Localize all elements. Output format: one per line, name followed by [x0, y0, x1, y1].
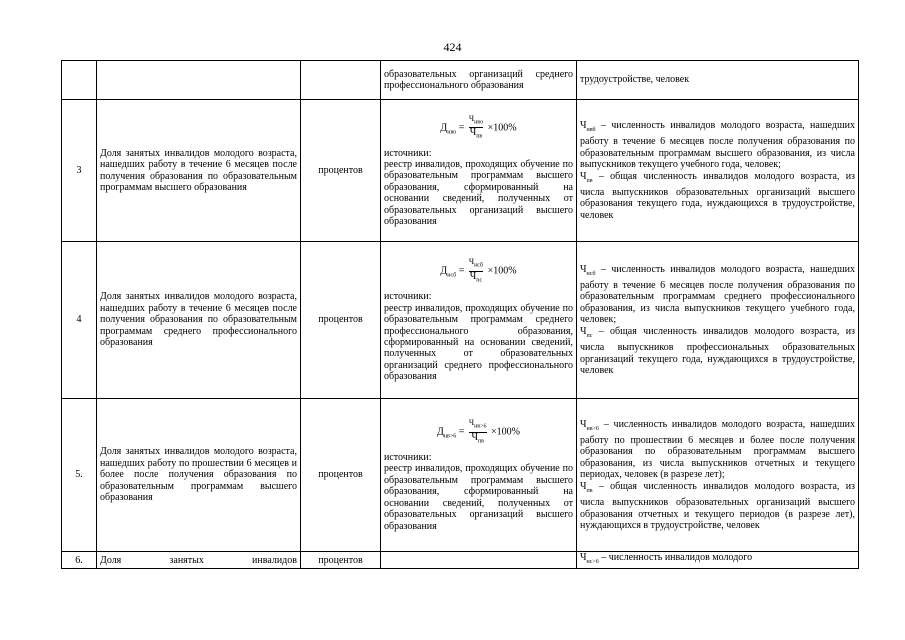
row-number: 6. — [62, 552, 97, 569]
symbol-sub: нв>6 — [586, 425, 599, 432]
symbol-sub: нвб — [586, 126, 596, 133]
indicator-name: Доля занятых инвалидов молодого возраста, нашедших работу в течение 6 месяцев после получения образования по образовательным программам среднего профессионального образования — [97, 242, 301, 399]
formula-denominator: Ч — [471, 431, 478, 443]
formula-denominator-sub: пв — [476, 133, 483, 140]
indicators-table — [61, 60, 859, 569]
symbol-letter: Ч — [580, 552, 587, 563]
definition-symbol — [580, 326, 592, 337]
formula-fraction — [469, 114, 483, 142]
symbol-letter: Ч — [580, 119, 587, 131]
formula-lhs-sub: нсб — [447, 272, 457, 279]
formula-denominator-sub: пс — [476, 277, 483, 284]
definition-text: – численность инвалидов молодого возраста, нашедших работу по прошествии 6 месяцев и более после получения образования по образовательным программам высшего образования, из числа выпускников отчетных и текущего периодах, человек (в разрезе лет); — [580, 418, 855, 481]
formula-fraction — [469, 257, 483, 285]
definition-symbol — [580, 171, 593, 182]
definition-symbol — [580, 120, 596, 131]
unit-cell — [301, 61, 381, 100]
symbol-sub: нс>6 — [586, 559, 599, 565]
symbol-letter: Ч — [580, 325, 587, 337]
formula-lhs: Д — [440, 265, 448, 277]
formula-denominator: Ч — [469, 127, 477, 139]
row-number: 5. — [62, 399, 97, 552]
definitions-cell — [577, 242, 859, 399]
formula-lhs: Д — [440, 121, 448, 133]
formula-lhs-sub: нв>6 — [443, 433, 457, 440]
unit-of-measure: процентов — [301, 242, 381, 399]
symbol-letter: Ч — [580, 263, 587, 275]
calculation-method — [381, 100, 577, 242]
symbol-sub: пв — [586, 487, 593, 494]
indicator-name: Доля занятых инвалидов молодого возраста, нашедших работу в течение 6 месяцев после получения образования по образовательным программам высшего образования — [97, 100, 301, 242]
symbol-letter: Ч — [580, 418, 587, 430]
name-cell — [97, 61, 301, 100]
definition-text: – численность инвалидов молодого — [601, 552, 753, 563]
formula-lhs: Д — [436, 426, 444, 438]
indicator-name: Доля занятых инвалидов молодого возраста, нашедших работу по прошествии 6 месяцев и более после получения образования по образовательным программам высшего образования — [97, 399, 301, 552]
definition-symbol — [580, 552, 599, 563]
table-row — [62, 61, 859, 100]
formula-numerator-sub: нво — [474, 119, 484, 126]
definitions-cell: трудоустройстве, человек — [577, 61, 859, 100]
unit-of-measure: процентов — [301, 100, 381, 242]
symbol-sub: пв — [586, 177, 593, 184]
symbol-letter: Ч — [580, 170, 587, 182]
definition-text: – общая численность инвалидов молодого возраста, из числа выпускников образовательных организаций высшего образования текущего года, нуждающихся в трудоустройстве, человек — [580, 170, 856, 221]
formula-numerator-sub: нв>6 — [474, 423, 487, 430]
table-row — [62, 552, 859, 569]
sources-label: источники: — [384, 452, 432, 464]
row-number: 3 — [62, 100, 97, 242]
formula-rhs: ×100% — [487, 121, 517, 133]
formula-denominator: Ч — [469, 270, 477, 282]
definition-text: – общая численность инвалидов молодого возраста, из числа выпускников профессиональных образовательных организаций текущего года, нуждающихся в трудоустройстве, человек — [580, 325, 856, 376]
symbol-letter: Ч — [580, 480, 587, 492]
formula-numerator: Ч — [468, 257, 475, 267]
formula-numerator: Ч — [468, 113, 475, 123]
definitions-cell — [577, 100, 859, 242]
symbol-sub: нсб — [586, 270, 596, 277]
formula: $Д_{нво}$ = $\frac{Ч_{нво}}{Ч_{пв}}$ ×100% — [440, 113, 517, 140]
calculation-method — [381, 552, 577, 569]
formula-numerator-sub: нсб — [474, 262, 484, 269]
sources-text: реестр инвалидов, проходящих обучение по образовательным программам среднего профессионального образования, сформированный на основании сведений, полученных от образовательных организаций среднего профессионального образования — [384, 302, 573, 383]
page-number: 424 — [443, 40, 462, 54]
sources-label: источники: — [384, 291, 432, 303]
definition-symbol — [580, 481, 593, 492]
method-cell: образовательных организаций среднего профессионального образования — [381, 61, 577, 100]
definition-text: – общая численность инвалидов молодого возраста, из числа выпускников образовательных организаций высшего образования отчетных и текущего периодов (в разрезе лет), нуждающихся в трудоустройстве, человек — [580, 480, 856, 531]
definition-symbol — [580, 419, 599, 430]
definitions-cell — [577, 552, 859, 569]
table-row — [62, 242, 859, 399]
sources-text: реестр инвалидов, проходящих обучение по образовательным программам высшего образования, сформированный на основании сведений, полученных от образовательных организаций высшего образования — [384, 463, 573, 532]
table-row — [62, 100, 859, 242]
symbol-sub: пс — [586, 332, 593, 339]
formula-rhs: ×100% — [491, 426, 521, 438]
row-number: 4 — [62, 242, 97, 399]
definition-text: – численность инвалидов молодого возраста, нашедших работу в течение 6 месяцев после получения образования по образовательным программам высшего образования, из числа выпускников текущего учебного года, человек; — [580, 119, 855, 171]
calculation-method — [381, 242, 577, 399]
formula-lhs-sub: нво — [447, 128, 457, 135]
formula: $Д_{нсб}$ = $\frac{Ч_{нсб}}{Ч_{пс}}$ ×100% — [440, 257, 517, 284]
sources-label: источники: — [384, 147, 432, 159]
definition-symbol — [580, 264, 596, 275]
sources-text: реестр инвалидов, проходящих обучение по образовательным программам высшего образования, сформированный на основании сведений, полученных от образовательных организаций высшего образования — [384, 158, 573, 228]
table-row — [62, 399, 859, 552]
unit-of-measure: процентов — [301, 399, 381, 552]
formula-rhs: ×100% — [487, 265, 517, 277]
indicator-name: Доля занятых инвалидов — [97, 552, 301, 569]
calculation-method — [381, 399, 577, 552]
definitions-cell — [577, 399, 859, 552]
formula-numerator: Ч — [468, 418, 475, 428]
unit-of-measure: процентов — [301, 552, 381, 569]
formula: $Д_{нв>6}$ = $\frac{Ч_{нв>6}}{Ч_{пв}}$ ×100% — [436, 418, 521, 445]
definition-text: – численность инвалидов молодого возраста, нашедших работу в течение 6 месяцев после получения образования по образовательным программам среднего профессионального образования, из числа выпускников текущего учебного года, человек; — [580, 263, 856, 326]
num-cell — [62, 61, 97, 100]
formula-denominator-sub: пв — [477, 438, 484, 445]
formula-fraction — [469, 418, 487, 446]
